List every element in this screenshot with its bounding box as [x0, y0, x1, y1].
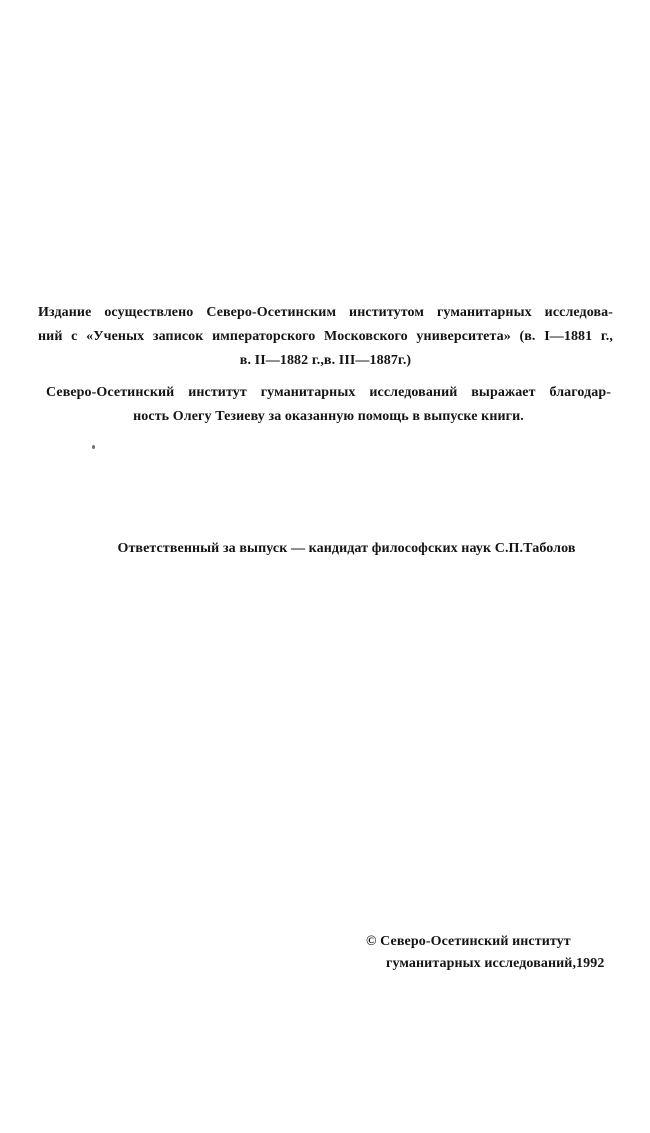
edition-note-line-2: ний с «Ученых записок императорского Московского университета» (в. I—1881 г.,	[38, 329, 613, 344]
acknowledgement-line-2: ность Олегу Тезиеву за оказанную помощь в выпуске книги.	[133, 409, 524, 424]
edition-note-paragraph	[38, 301, 613, 373]
copyright-line-2: гуманитарных исследований,1992	[386, 956, 605, 971]
edition-note-line-1: Издание осуществлено Северо-Осетинским институтом гуманитарных исследова-	[38, 305, 613, 320]
copyright-line-1: © Северо-Осетинский институт	[366, 934, 571, 949]
copyright-notice	[366, 931, 604, 975]
responsible-editor-line: Ответственный за выпуск — кандидат философских наук С.П.Таболов	[117, 541, 576, 556]
edition-note-line-3: в. II—1882 г.,в. III—1887г.)	[239, 353, 412, 368]
scan-artifact-speck	[92, 445, 95, 449]
acknowledgement-line-1: Северо-Осетинский институт гуманитарных исследований выражает благодар-	[46, 385, 611, 400]
acknowledgement-paragraph	[46, 381, 611, 429]
